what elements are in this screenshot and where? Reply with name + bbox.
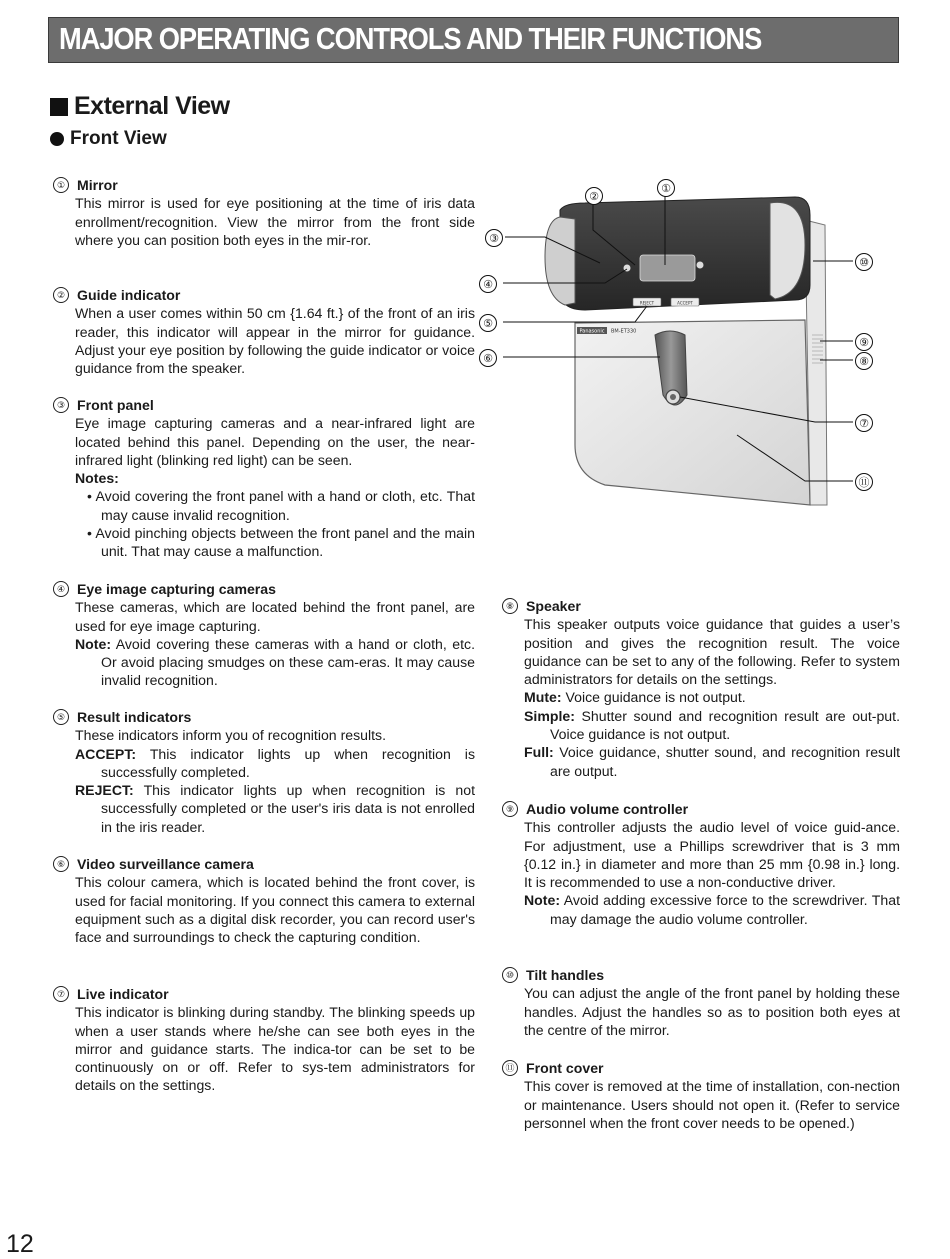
item-body: This colour camera, which is located behind the front cover, is used for facial monitoring. If you connect this camera to external equipment such as a digital disk recorder, you can record user's face and surroundings to check the capturing condition. (75, 874, 475, 946)
item-video-camera (56, 855, 475, 946)
brand-logo-text: Panasonic (579, 328, 605, 335)
item-number: ⑩ (502, 967, 518, 983)
square-bullet-icon (50, 98, 68, 116)
item-number: ⑨ (502, 801, 518, 817)
item-title: Speaker (526, 598, 581, 614)
mute-description: Mute: Voice guidance is not output. (524, 689, 746, 706)
simple-description: Simple: Shutter sound and recognition result are out-put. Voice guidance is not output. (524, 707, 900, 743)
item-front-cover (505, 1059, 900, 1132)
item-body: When a user comes within 50 cm {1.64 ft.} of the front of an iris reader, this indicator will appear in the mirror for guidance. Adjust your eye position by following the guide indicator or voice guidance from the speaker. (75, 305, 475, 377)
item-tilt-handles (505, 966, 900, 1039)
item-body: These cameras, which are located behind the front panel, are used for eye image capturing. (75, 599, 475, 634)
item-title: Front panel (77, 397, 154, 413)
item-guide-indicator (56, 286, 475, 377)
page-title: MAJOR OPERATING CONTROLS AND THEIR FUNCTIONS (59, 21, 762, 56)
callout-5: ⑤ (479, 314, 497, 332)
item-number: ② (53, 287, 69, 303)
callout-9: ⑨ (855, 333, 873, 351)
item-live-indicator (56, 985, 475, 1095)
accept-button-label: ACCEPT (677, 300, 693, 306)
item-front-panel (56, 396, 475, 561)
item-body: Eye image capturing cameras and a near-infrared light are located behind this panel. Depending on the user, the near-infrared light (blinking red light) can be seen. (75, 415, 475, 468)
notes-label: Notes: (75, 470, 119, 487)
section-title-text: External View (74, 92, 230, 120)
item-body: This mirror is used for eye positioning at the time of iris data enrollment/recognition. View the mirror from the front side where you can position both eyes in the mir-ror. (75, 195, 475, 248)
item-title: Tilt handles (526, 967, 605, 983)
item-number: ⑪ (502, 1060, 518, 1076)
note-bullet: • Avoid covering the front panel with a hand or cloth, etc. That may cause invalid recognition. (87, 488, 475, 523)
item-mirror (56, 176, 475, 249)
item-number: ④ (53, 581, 69, 597)
section-title (50, 92, 230, 121)
header-bar (48, 17, 899, 63)
item-body: This indicator is blinking during standby. The blinking speeds up when a user stands where he/she can see both eyes in the mirror and guidance starts. The indica-tor can be set to be continuously on or off. Refer to sys-tem administrators for details on the settings. (75, 1004, 475, 1094)
reject-button-label: REJECT (639, 300, 655, 306)
item-title: Live indicator (77, 986, 169, 1002)
accept-description: ACCEPT: This indicator lights up when recognition is successfully completed. (75, 745, 475, 780)
callout-6: ⑥ (479, 349, 497, 367)
subsection-title (50, 128, 167, 150)
note-bullet: • Avoid pinching objects between the front panel and the main unit. That may cause a malfunction. (87, 525, 475, 560)
callout-2: ② (585, 187, 603, 205)
item-body: This controller adjusts the audio level of voice guid-ance. For adjustment, use a Phillips screwdriver that is 3 mm {0.12 in.} in diameter and more than 25 mm {0.98 in.} long. It is recommended to use a non-conductive driver. (524, 819, 900, 891)
callout-4: ④ (479, 275, 497, 293)
item-number: ① (53, 177, 69, 193)
callout-1: ① (657, 179, 675, 197)
reject-description: REJECT: This indicator lights up when recognition is not successfully completed or the user's iris data is not enrolled in the iris reader. (75, 782, 475, 835)
item-note: Note: Avoid covering these cameras with a hand or cloth, etc. Or avoid placing smudges on these cam-eras. It may cause invalid recognition. (75, 635, 475, 689)
item-number: ⑤ (53, 709, 69, 725)
item-number: ③ (53, 397, 69, 413)
callout-3: ③ (485, 229, 503, 247)
item-speaker (505, 597, 900, 780)
item-result-indicators (56, 708, 475, 836)
item-title: Audio volume controller (526, 801, 689, 817)
item-audio-volume (505, 800, 901, 928)
item-note: Note: Avoid adding excessive force to the screwdriver. That may damage the audio volume controller. (524, 892, 901, 927)
item-title: Result indicators (77, 709, 192, 725)
callout-8: ⑧ (855, 352, 873, 370)
item-body: You can adjust the angle of the front panel by holding these handles. Adjust the handles so as to position both eyes at the centre of the mirror. (524, 985, 900, 1038)
item-number: ⑦ (53, 986, 69, 1002)
item-title: Front cover (526, 1060, 604, 1076)
item-title: Video surveillance camera (77, 856, 254, 872)
item-number: ⑥ (53, 856, 69, 872)
item-title: Guide indicator (77, 287, 181, 303)
item-eye-cameras (56, 580, 475, 690)
item-title: Mirror (77, 177, 118, 193)
page-number: 12 (6, 1230, 34, 1258)
callout-7: ⑦ (855, 414, 873, 432)
item-title: Eye image capturing cameras (77, 581, 276, 597)
callout-10: ⑩ (855, 253, 873, 271)
item-body: This cover is removed at the time of installation, con-nection or maintenance. Users should not open it. (Refer to service personnel when the front cover needs to be opened.) (524, 1078, 900, 1131)
circle-bullet-icon (50, 132, 64, 146)
device-diagram (475, 175, 895, 515)
full-description: Full: Voice guidance, shutter sound, and recognition result are output. (524, 744, 900, 779)
model-label: BM-ET330 (611, 328, 637, 335)
device-illustration (475, 175, 895, 515)
item-body: This speaker outputs voice guidance that guides a user’s position and gives the recognition result. The voice guidance can be set to any of the following. Refer to system administrators for details on the settings. (524, 616, 900, 688)
item-number: ⑧ (502, 598, 518, 614)
subsection-title-text: Front View (70, 128, 167, 149)
callout-11: ⑪ (855, 473, 873, 491)
item-body: These indicators inform you of recognition results. (75, 727, 386, 744)
